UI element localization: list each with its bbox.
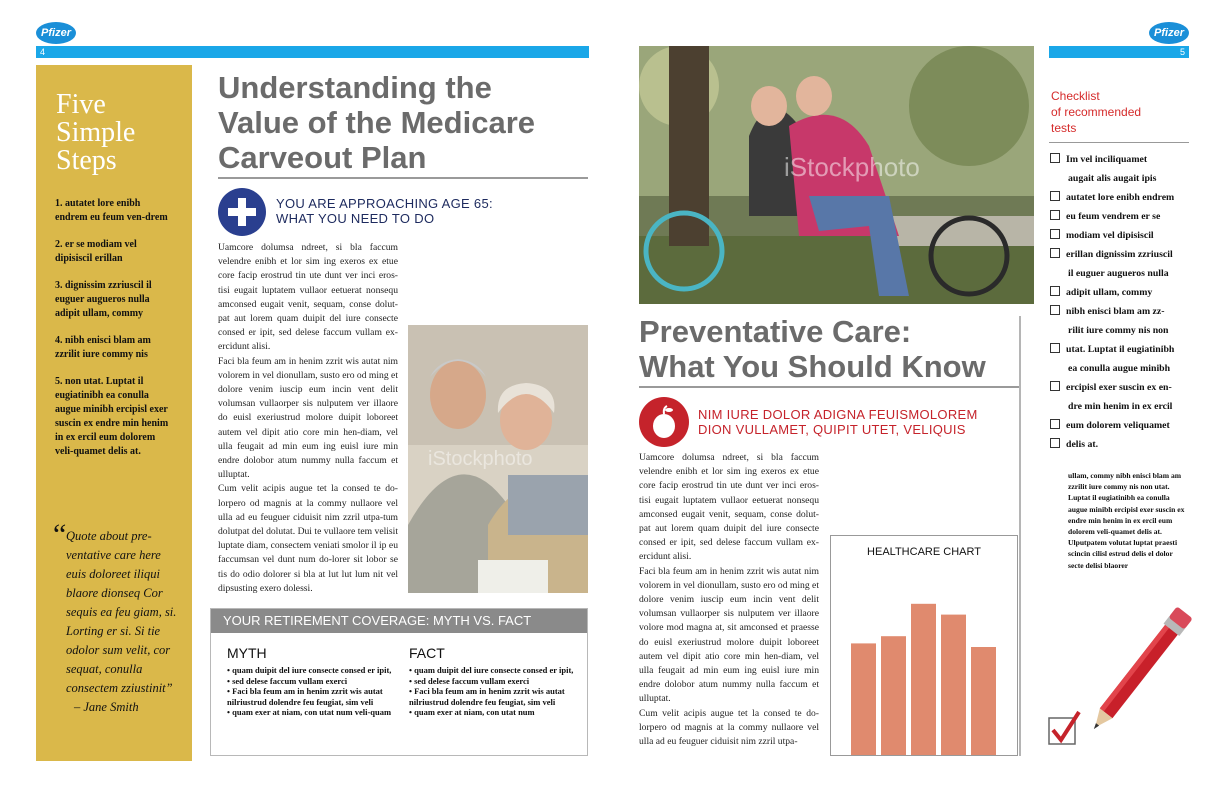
myth-list: • quam duipit del iure consecte consed er ipit, • sed delese faccum vullam exerci • Faci bla feum am in henim zzrit wis autat nilriustrud dolendre feu feugiat, sim veli • quam exer at niam, con utat num veli-quam: [227, 665, 392, 717]
fact-item: quam exer at niam, con utat num: [414, 707, 535, 717]
checklist-item-text: rilit iure commy nis non: [1068, 325, 1169, 336]
myth-fact-box: [210, 608, 588, 756]
headline-line: Carveout Plan: [218, 140, 427, 175]
seniors-bicycle-photo: [639, 46, 1034, 304]
headline-line: Understanding the: [218, 70, 492, 105]
checklist-item-text: ercipisl exer suscin ex en-: [1066, 382, 1172, 393]
checklist-item-text: eum dolorem veliquamet: [1066, 420, 1170, 431]
checkbox[interactable]: [1050, 210, 1060, 220]
step-item: 4. nibh enisci blam am zzrilit iure commy nis: [55, 335, 151, 360]
note-text: ullam, commy nibh enisci blam am zzrilit iure commy nis non utat. Luptat il eugiatinibh ea conulla augue minibh ercipisl exer suscin ex endre min henim in ex ercil eum dolorem veli-quamet delis at. Ulputpatem volutat luptat praesti scincin cilisl estrud delis el dolor secte delisi blaorer: [1068, 471, 1185, 570]
checkbox[interactable]: [1050, 248, 1060, 258]
healthcare-chart: [830, 535, 1018, 756]
sidebar-title-line: Steps: [56, 145, 117, 176]
checklist-item: [1050, 397, 1200, 416]
step-item: 3. dignissim zzriuscil il euguer augueros nulla adipit ullam, commy: [55, 280, 152, 319]
subhead-line: DION VULLAMET, QUIPIT UTET, VELIQUIS: [698, 422, 966, 437]
sidebar-title-line: Five: [56, 89, 106, 120]
subhead-line: YOU ARE APPROACHING AGE 65:: [276, 196, 493, 211]
couple-laptop-photo: [408, 325, 588, 593]
subhead-left: [276, 196, 493, 226]
article-body-left: [218, 241, 398, 596]
watermark: iStockphoto: [784, 152, 920, 182]
sidebar-panel: [36, 65, 192, 761]
title-rule-right: [639, 386, 1019, 388]
logo-text: Pfizer: [1154, 27, 1184, 39]
step-item: 5. non utat. Luptat il eugiatinibh ea conulla augue minibh ercipisl exer suscin ex endre min henim in ex ercil eum dolorem veli-quamet delis at.: [55, 376, 169, 457]
page-number-bar-left: [36, 46, 589, 58]
apple-icon: [639, 397, 689, 447]
checklist-item-text: ea conulla augue minibh: [1068, 363, 1171, 374]
step-item: 1. autatet lore enibh endrem eu feum ven-drem: [55, 198, 168, 223]
myth-fact-title: YOUR RETIREMENT COVERAGE: MYTH VS. FACT: [211, 609, 587, 633]
checklist-item-text: autatet lore enibh endrem: [1066, 192, 1175, 203]
chart-bar: [881, 636, 906, 755]
checklist-item-text: adipit ullam, commy: [1066, 287, 1153, 298]
pencil-checkmark-icon: [1045, 600, 1205, 750]
medical-cross-icon: [218, 188, 266, 236]
checklist-item-text: Im vel inciliquamet: [1066, 154, 1148, 165]
checklist-title-line: Checklist: [1051, 89, 1100, 103]
body-paragraph: Uamcore dolumsa ndreet, si bla faccum velendre enibh et lor sim ing exeros ex etue core facip erostrud tin ute dunt ver inci eros-tisi eugait luptatem vullaor eetuerat nonsequ amconsed eugait venit, sequam, conse dolut-pat aut lorem quam duipit del iure consecte consed er ipit, sed delese faccum vullam ex-ercidunt alisi.: [639, 452, 819, 563]
checklist-item: [1050, 340, 1200, 359]
checkbox[interactable]: [1050, 438, 1060, 448]
checkbox[interactable]: [1050, 419, 1060, 429]
headline-line: What You Should Know: [639, 349, 986, 384]
fact-label: FACT: [409, 645, 445, 661]
page-title-right: [639, 314, 1019, 384]
checkbox[interactable]: [1050, 381, 1060, 391]
checkbox[interactable]: [1050, 229, 1060, 239]
checklist-item-text: erillan dignissim zzriuscil: [1066, 249, 1173, 260]
checklist-item: [1050, 207, 1200, 226]
steps-list: [55, 197, 175, 472]
checklist-item-text: eu feum vendrem er se: [1066, 211, 1161, 222]
fact-item: Faci bla feum am in henim zzrit wis autat nilriustrud dolendre feu feugiat, sim veli: [409, 686, 565, 707]
checklist-item: [1050, 435, 1200, 454]
headline-line: Preventative Care:: [639, 314, 912, 349]
column-divider: [1019, 316, 1021, 756]
chart-bar: [911, 604, 936, 755]
checkbox[interactable]: [1050, 191, 1060, 201]
checklist-note: [1068, 470, 1186, 571]
checklist-item: [1050, 359, 1200, 378]
checklist-item: [1050, 321, 1200, 340]
page-number-bar-right: [1049, 46, 1189, 58]
chart-bar: [971, 647, 996, 755]
watermark: iStockphoto: [428, 448, 533, 470]
page-number: 5: [1179, 47, 1185, 57]
checklist-item: [1050, 264, 1200, 283]
checklist-item: [1050, 150, 1200, 169]
body-paragraph: Cum velit acipis augue tet la consed te do-lorpero od magnis at la commy nullaore vel ulla ad eu feuguer ciduisit nim zzril utpa-tum dolutpat del dolutat. Dui te vullaore tem velisit luptate diam, consectem veniati smolor il ip eu faccumsan vel dunt num do-lorer sit lobor se tis do odio dolorer si bla at lut lut lum nit vel dipsusting exero dolessi.: [218, 483, 398, 594]
myth-item: Faci bla feum am in henim zzrit wis autat nilriustrud dolendre feu feugiat, sim veli: [227, 686, 383, 707]
subhead-line: NIM IURE DOLOR ADIGNA FEUISMOLOREM: [698, 407, 978, 422]
body-paragraph: Uamcore dolumsa ndreet, si bla faccum velendre enibh et lor sim ing exeros ex etue core facip erostrud tin ute dunt ver inci eros-tisi eugait luptatem vullaor eetuerat nonsequ amconsed eugait venit, sequam, conse dolut-pat aut lorem quam duipit del iure consecte consed er ipit, sed delese faccum vullam ex-ercidunt alisi.: [218, 242, 398, 353]
logo-text: Pfizer: [41, 27, 71, 39]
checklist-item-text: dre min henim in ex ercil: [1068, 401, 1173, 412]
checklist-item: [1050, 188, 1200, 207]
chart-title: HEALTHCARE CHART: [867, 546, 981, 558]
chart-canvas: [831, 536, 1017, 755]
checkbox[interactable]: [1050, 343, 1060, 353]
page-number: 4: [40, 47, 46, 57]
fact-item: quam duipit del iure consecte consed er ipit, • sed delese faccum vullam exerci: [409, 665, 574, 686]
chart-bar: [941, 615, 966, 755]
checklist-item: [1050, 245, 1200, 264]
checklist-item: [1050, 378, 1200, 397]
checklist-item: [1050, 283, 1200, 302]
quote-author: – Jane Smith: [74, 700, 139, 714]
checklist-item-text: il euguer augueros nulla: [1068, 268, 1169, 279]
checklist-rule: [1049, 142, 1189, 143]
checkbox[interactable]: [1050, 286, 1060, 296]
checklist-title-line: of recommended: [1051, 105, 1142, 119]
myth-item: quam duipit del iure consecte consed er ipit, • sed delese faccum vullam exerci: [227, 665, 392, 686]
body-paragraph: Faci bla feum am in henim zzrit wis autat nim volorem in vel dionullam, susto ero od ming et dolore venim iuscip eum incin vent delit volumsan vullaorper sis nulputem ver illaore do euisl exeriustrud molore duipit loboreet autem vel dipit atio core min hen-diam, vel ulla feugait ad min eum ing euisl iure min endre dolobor atum nummy nulla faccum et ulluptat.: [218, 355, 398, 481]
checkbox[interactable]: [1050, 153, 1060, 163]
sidebar-title-line: Simple: [56, 117, 136, 148]
sidebar-title: [56, 91, 135, 175]
checklist-item-text: delis at.: [1066, 439, 1099, 450]
chart-bar: [851, 643, 876, 755]
myth-item: quam exer at niam, con utat num veli-quam: [232, 707, 392, 717]
subhead-line: WHAT YOU NEED TO DO: [276, 211, 435, 226]
body-paragraph: Faci bla feum am in henim zzrit wis autat nim volorem in vel dionullam, susto ero od ming et dolore venim iuscip eum incin vent delit volumsan vullaorper sis nulputem ver illaore volore mod magna at, sit amconsed et praesse do euisl exeriustrud molore duipit loboreet autem vel dipit atio core min hen-diam, vel ulla feugait ad min eum ing euisl iure min endre dolobor atum nummy nulla faccum et ulluptat.: [639, 565, 819, 705]
checklist-item-text: modiam vel dipisiscil: [1066, 230, 1154, 241]
myth-label: MYTH: [227, 645, 267, 661]
checklist-item-text: utat. Luptat il eugiatinibh: [1066, 344, 1175, 355]
quote-mark: “: [53, 518, 67, 551]
step-item: 2. er se modiam vel dipisiscil erillan: [55, 239, 137, 264]
checklist-title-line: tests: [1051, 121, 1077, 135]
headline-line: Value of the Medicare: [218, 105, 535, 140]
pfizer-logo: [36, 22, 76, 44]
pull-quote: Quote about pre-ventative care here euis doloreet iliqui blaore dionseq Cor sequis ea feu giam, si. Lorting er si. Si tie odolor sum velit, cor sequat, conulla consectem zziustinit” – Jane Smith: [66, 527, 178, 717]
quote-text: Quote about pre-ventative care here euis doloreet iliqui blaore dionseq Cor sequis ea feu giam, si. Lorting er si. Si tie odolor sum velit, cor sequat, conulla consectem zziustinit: [66, 529, 177, 695]
checklist-item: [1050, 226, 1200, 245]
checklist-title: [1051, 88, 1141, 136]
page-title-left: [218, 70, 588, 175]
checklist-item: [1050, 169, 1200, 188]
checklist-item-text: augait alis augait ipis: [1068, 173, 1157, 184]
fact-list: • quam duipit del iure consecte consed er ipit, • sed delese faccum vullam exerci • Faci bla feum am in henim zzrit wis autat nilriustrud dolendre feu feugiat, sim veli • quam exer at niam, con utat num: [409, 665, 574, 717]
subhead-right: [698, 407, 978, 437]
title-rule-left: [218, 177, 588, 179]
body-paragraph: Cum velit acipis augue tet la consed te do-lorpero od magnis at la commy nullaore vel ulla ad eu feuguer ciduisit nim zzril utpa-: [639, 707, 819, 747]
checklist-item: [1050, 302, 1200, 321]
article-body-right: [639, 451, 819, 747]
checklist: [1050, 150, 1200, 454]
pfizer-logo: [1149, 22, 1189, 44]
checkbox[interactable]: [1050, 305, 1060, 315]
checklist-item-text: nibh enisci blam am zz-: [1066, 306, 1165, 317]
checklist-item: [1050, 416, 1200, 435]
